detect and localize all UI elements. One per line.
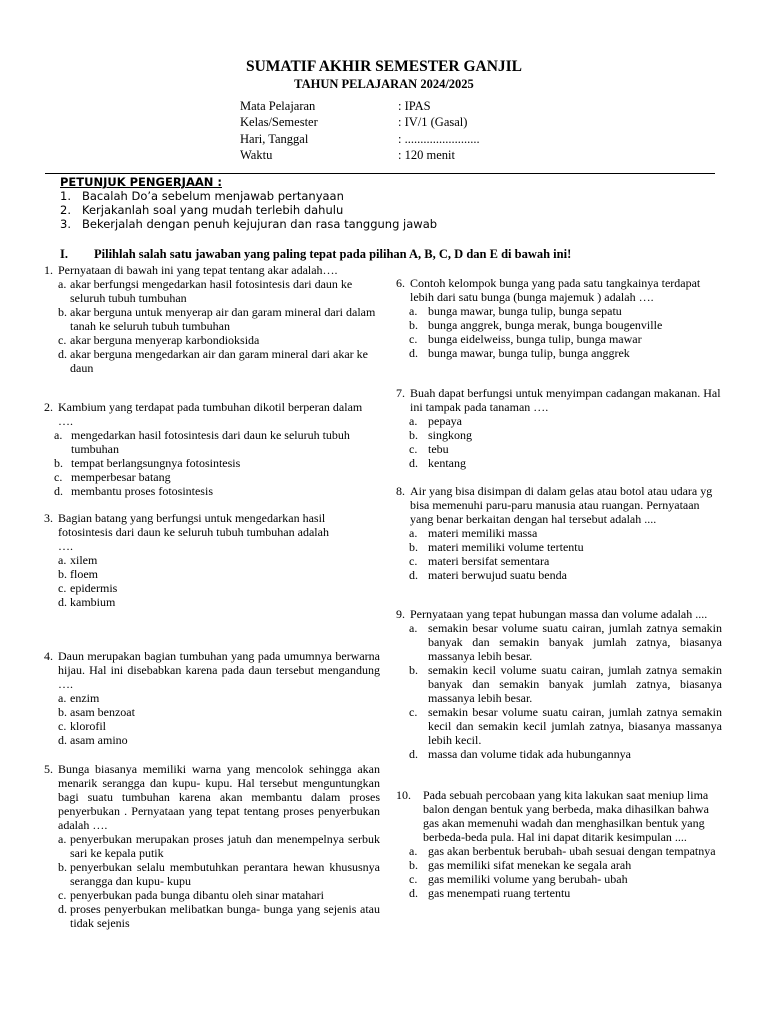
option-text: penyerbukan pada bunga dibantu oleh sinar matahari xyxy=(70,888,324,902)
question-7 xyxy=(396,386,722,470)
option-text: pepaya xyxy=(428,414,462,428)
question-stem xyxy=(396,386,722,414)
option-text: epidermis xyxy=(70,581,118,595)
option xyxy=(44,567,380,581)
option-text: bunga mawar, bunga tulip, bunga anggrek xyxy=(428,346,630,360)
option xyxy=(396,346,722,360)
question-text: Air yang bisa disimpan di dalam gelas atau botol atau udara yg bisa memenuhi paru-paru manusia atau ruangan. Pernyataan yang benar berkaitan dengan hal tersebut adalah .... xyxy=(410,484,713,526)
question-number: 3. xyxy=(44,511,53,525)
section-number: I. xyxy=(60,247,68,261)
option-text: klorofil xyxy=(70,719,106,733)
option-letter: a. xyxy=(58,553,67,567)
option-text: semakin besar volume suatu cairan, jumlah zatnya semakin kecil dan semakin kecil jumlah zatnya, biasanya massanya lebih kecil. xyxy=(428,705,722,747)
option-letter: c. xyxy=(409,332,418,346)
option-text: penyerbukan selalu membutuhkan perantara hewan khususnya serangga dan kupu- kupu xyxy=(70,860,380,888)
option-text: mengedarkan hasil fotosintesis dari daun ke seluruh tubuh tumbuhan xyxy=(71,428,350,456)
option-letter: a. xyxy=(54,428,63,442)
question-2 xyxy=(44,400,380,498)
option-text: enzim xyxy=(70,691,100,705)
option xyxy=(44,719,380,733)
option-letter: c. xyxy=(409,872,418,886)
option-letter: b. xyxy=(409,858,418,872)
option-letter: c. xyxy=(58,719,67,733)
option xyxy=(44,832,380,860)
option-text: bunga mawar, bunga tulip, bunga sepatu xyxy=(428,304,622,318)
option-letter: d. xyxy=(409,886,418,900)
option-text: massa dan volume tidak ada hubungannya xyxy=(428,747,631,761)
exam-info xyxy=(240,99,540,164)
question-number: 2. xyxy=(44,400,53,414)
option xyxy=(44,860,380,888)
instruction-number: 3. xyxy=(60,217,71,231)
question-number: 1. xyxy=(44,263,53,277)
question-text: Daun merupakan bagian tumbuhan yang pada umumnya berwarna hijau. Hal ini disebabkan karena pada daun tersebut mengandung …. xyxy=(58,649,380,691)
option-letter: b. xyxy=(58,305,67,319)
option-text: proses penyerbukan melibatkan bunga- bunga yang sejenis atau tidak sejenis xyxy=(70,902,380,930)
answer-ellipsis: …. xyxy=(58,539,73,553)
option xyxy=(44,733,380,747)
option xyxy=(44,347,380,375)
option-text: penyerbukan merupakan proses jatuh dan menempelnya serbuk sari ke kepala putik xyxy=(70,832,380,860)
info-row-class xyxy=(240,115,540,129)
instruction-text: Kerjakanlah soal yang mudah terlebih dahulu xyxy=(82,203,344,217)
option-text: akar berfungsi mengedarkan hasil fotosintesis dari daun ke seluruh tubuh tumbuhan xyxy=(70,277,353,305)
instruction-item xyxy=(60,203,660,217)
option-letter: c. xyxy=(58,888,67,902)
option-letter: a. xyxy=(409,304,418,318)
instruction-item xyxy=(60,217,660,231)
option xyxy=(396,442,722,456)
option-text: materi memiliki volume tertentu xyxy=(428,540,584,554)
option xyxy=(44,888,380,902)
option xyxy=(44,277,380,305)
question-text: Buah dapat berfungsi untuk menyimpan cadangan makanan. Hal ini tampak pada tanaman …. xyxy=(410,386,721,414)
question-text: Contoh kelompok bunga yang pada satu tangkainya terdapat lebih dari satu bunga (bunga majemuk ) adalah …. xyxy=(410,276,701,304)
option xyxy=(396,858,722,872)
option-text: materi bersifat sementara xyxy=(428,554,550,568)
option-text: floem xyxy=(70,567,98,581)
option xyxy=(396,747,722,761)
option-letter: d. xyxy=(409,456,418,470)
option-letter: b. xyxy=(409,318,418,332)
option xyxy=(396,526,722,540)
option-text: semakin kecil volume suatu cairan, jumlah zatnya semakin banyak dan semakin banyak jumlah zatnya, biasanya massanya lebih besar. xyxy=(428,663,722,705)
section-text: Pilihlah salah satu jawaban yang paling tepat pada pilihan A, B, C, D dan E di bawah ini! xyxy=(94,247,572,261)
option-letter: a. xyxy=(409,414,418,428)
option-text: akar berguna menyerap karbondioksida xyxy=(70,333,260,347)
option xyxy=(44,428,380,456)
option xyxy=(44,456,380,470)
option-text: gas memiliki sifat menekan ke segala arah xyxy=(428,858,632,872)
option-text: akar berguna untuk menyerap air dan garam mineral dari dalam tanah ke seluruh tubuh tumbuhan xyxy=(70,305,376,333)
option-letter: b. xyxy=(54,456,63,470)
option xyxy=(396,456,722,470)
option-letter: c. xyxy=(409,705,418,719)
option xyxy=(44,333,380,347)
option-text: bunga eidelweiss, bunga tulip, bunga mawar xyxy=(428,332,642,346)
option xyxy=(396,886,722,900)
option xyxy=(396,568,722,582)
info-value: : ........................ xyxy=(398,132,480,146)
option-text: asam benzoat xyxy=(70,705,135,719)
option-text: kentang xyxy=(428,456,466,470)
info-value: : IPAS xyxy=(398,99,431,113)
question-stem xyxy=(396,276,722,304)
instructions xyxy=(60,175,660,231)
option-text: singkong xyxy=(428,428,473,442)
question-text: Kambium yang terdapat pada tumbuhan dikotil berperan dalam …. xyxy=(58,400,363,428)
question-number: 8. xyxy=(396,484,405,498)
option xyxy=(396,554,722,568)
option-letter: b. xyxy=(409,428,418,442)
option-text: bunga anggrek, bunga merak, bunga bougenville xyxy=(428,318,663,332)
question-stem xyxy=(44,649,380,691)
question-stem xyxy=(396,607,722,621)
question-3 xyxy=(44,511,380,609)
option-text: memperbesar batang xyxy=(71,470,171,484)
option-letter: a. xyxy=(409,844,418,858)
option-text: materi berwujud suatu benda xyxy=(428,568,567,582)
option-text: gas akan berbentuk berubah- ubah sesuai dengan tempatnya xyxy=(428,844,716,858)
question-stem xyxy=(44,511,380,539)
option-letter: b. xyxy=(58,705,67,719)
question-stem xyxy=(44,400,380,428)
question-stem xyxy=(44,762,380,832)
option-letter: d. xyxy=(409,346,418,360)
info-label: Kelas/Semester xyxy=(240,115,318,129)
option xyxy=(396,318,722,332)
option-letter: a. xyxy=(58,691,67,705)
option xyxy=(396,872,722,886)
option xyxy=(396,663,722,705)
option xyxy=(44,581,380,595)
option-text: gas menempati ruang tertentu xyxy=(428,886,571,900)
info-row-subject xyxy=(240,99,540,113)
option-letter: b. xyxy=(409,663,418,677)
question-text: Pernyataan yang tepat hubungan massa dan volume adalah .... xyxy=(410,607,708,621)
question-stem xyxy=(396,484,722,526)
option xyxy=(396,705,722,747)
option xyxy=(44,595,380,609)
instruction-text: Bekerjalah dengan penuh kejujuran dan rasa tanggung jawab xyxy=(82,217,438,231)
option-letter: d. xyxy=(58,733,67,747)
option xyxy=(44,470,380,484)
info-row-time xyxy=(240,148,540,162)
question-stem xyxy=(396,788,722,844)
option-letter: d. xyxy=(409,747,418,761)
option xyxy=(44,705,380,719)
question-number: 9. xyxy=(396,607,405,621)
option xyxy=(44,902,380,930)
option xyxy=(44,484,380,498)
option-text: xilem xyxy=(70,553,98,567)
option-text: semakin besar volume suatu cairan, jumlah zatnya semakin banyak dan semakin banyak jumlah zatnya, biasanya massanya lebih besar. xyxy=(428,621,722,663)
question-text: Pernyataan di bawah ini yang tepat tentang akar adalah…. xyxy=(58,263,338,277)
option xyxy=(44,305,380,333)
option-letter: a. xyxy=(409,621,418,635)
option-text: kambium xyxy=(70,595,116,609)
option-text: materi memiliki massa xyxy=(428,526,538,540)
option xyxy=(396,304,722,318)
option-text: asam amino xyxy=(70,733,128,747)
question-number: 6. xyxy=(396,276,405,290)
option xyxy=(396,621,722,663)
question-4 xyxy=(44,649,380,747)
option-letter: d. xyxy=(409,568,418,582)
info-value: : 120 menit xyxy=(398,148,455,162)
option-text: tempat berlangsungnya fotosintesis xyxy=(71,456,241,470)
exam-title: SUMATIF AKHIR SEMESTER GANJIL xyxy=(245,58,523,75)
option xyxy=(44,553,380,567)
question-number: 10. xyxy=(396,788,411,802)
question-stem xyxy=(44,263,380,277)
option xyxy=(396,540,722,554)
option-text: membantu proses fotosintesis xyxy=(71,484,213,498)
option-text: tebu xyxy=(428,442,449,456)
option xyxy=(396,428,722,442)
option-letter: c. xyxy=(409,554,418,568)
option-text: akar berguna mengedarkan air dan garam mineral dari akar ke daun xyxy=(70,347,368,375)
info-label: Waktu xyxy=(240,148,273,162)
instructions-title: PETUNJUK PENGERJAAN : xyxy=(60,175,222,189)
option-letter: d. xyxy=(58,347,67,361)
info-label: Mata Pelajaran xyxy=(240,99,316,113)
question-text: Bagian batang yang berfungsi untuk mengedarkan hasil fotosintesis dari daun ke seluruh tubuh tumbuhan adalah xyxy=(58,511,329,539)
option xyxy=(44,691,380,705)
question-5 xyxy=(44,762,380,930)
instruction-text: Bacalah Do’a sebelum menjawab pertanyaan xyxy=(82,189,344,203)
option-letter: b. xyxy=(409,540,418,554)
info-label: Hari, Tanggal xyxy=(240,132,309,146)
option-letter: c. xyxy=(409,442,418,456)
option-letter: c. xyxy=(58,333,67,347)
option-letter: d. xyxy=(54,484,63,498)
instruction-item xyxy=(60,189,660,203)
option-letter: d. xyxy=(58,595,67,609)
header-divider xyxy=(45,173,715,174)
question-1 xyxy=(44,263,380,375)
question-9 xyxy=(396,607,722,761)
option-text: gas memiliki volume yang berubah- ubah xyxy=(428,872,628,886)
question-6 xyxy=(396,276,722,360)
option xyxy=(396,414,722,428)
option xyxy=(396,332,722,346)
question-number: 4. xyxy=(44,649,53,663)
info-value: : IV/1 (Gasal) xyxy=(398,115,468,129)
option-letter: d. xyxy=(58,902,67,916)
question-number: 5. xyxy=(44,762,53,776)
instruction-number: 2. xyxy=(60,203,71,217)
option-letter: a. xyxy=(58,277,67,291)
option-letter: c. xyxy=(54,470,63,484)
question-text: Bunga biasanya memiliki warna yang mencolok sehingga akan menarik serangga dan kupu- kupu. Hal tersebut menguntungkan bagi suatu tumbuhan karena akan membantu dalam proses penyerbukan . Pernyataan yang tepat tentang proses penyerbukan adalah …. xyxy=(58,762,380,832)
question-text: Pada sebuah percobaan yang kita lakukan saat meniup lima balon dengan bentuk yang berbeda, maka dihasilkan bahwa gas akan memenuhi wadah dan menghasilkan bentuk yang berbeda-beda pula. Hal ini dapat ditarik kesimpulan .... xyxy=(423,788,709,844)
question-number: 7. xyxy=(396,386,405,400)
option-letter: a. xyxy=(58,832,67,846)
info-row-date xyxy=(240,132,540,146)
option xyxy=(396,844,722,858)
question-10 xyxy=(396,788,722,900)
instruction-number: 1. xyxy=(60,189,71,203)
option-letter: b. xyxy=(58,567,67,581)
option-letter: c. xyxy=(58,581,67,595)
question-8 xyxy=(396,484,722,582)
exam-subtitle: TAHUN PELAJARAN 2024/2025 xyxy=(294,77,474,91)
option-letter: a. xyxy=(409,526,418,540)
option-letter: b. xyxy=(58,860,67,874)
